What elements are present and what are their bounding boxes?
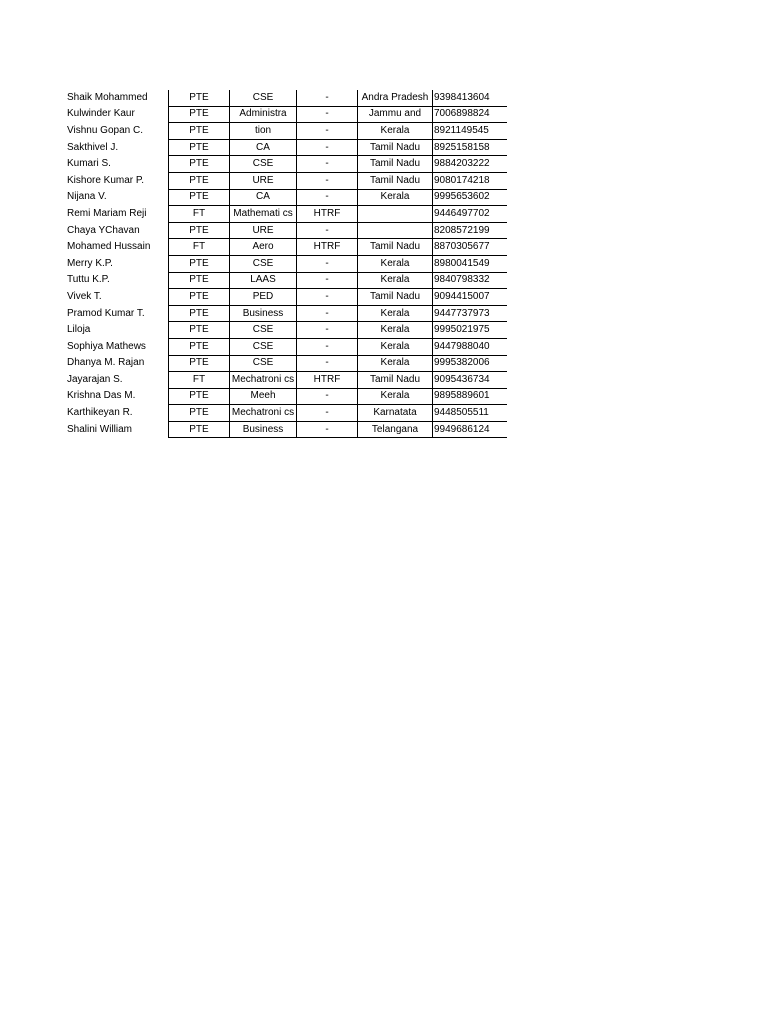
phone-cell: 9447737973	[433, 305, 508, 322]
organisation-cell: -	[297, 405, 358, 422]
type-cell: PTE	[169, 189, 230, 206]
type-cell: PTE	[169, 322, 230, 339]
table-row	[66, 172, 507, 189]
phone-cell: 9080174218	[433, 172, 508, 189]
organisation-cell: -	[297, 355, 358, 372]
state-cell: Kerala	[358, 305, 433, 322]
state-cell: Karnatata	[358, 405, 433, 422]
organisation-cell: -	[297, 139, 358, 156]
name-cell: Chaya YChavan	[67, 224, 140, 236]
department-cell: CA	[230, 189, 297, 206]
name-cell: Krishna Das M.	[67, 390, 136, 402]
department-cell: tion	[230, 123, 297, 140]
table-row	[66, 189, 507, 206]
department-cell: Mathemati cs	[230, 206, 297, 223]
name-cell: Mohamed Hussain	[67, 241, 151, 253]
type-cell: PTE	[169, 305, 230, 322]
organisation-cell: -	[297, 255, 358, 272]
name-cell: Tuttu K.P.	[67, 274, 110, 286]
staff-table	[66, 90, 507, 438]
table-row	[66, 123, 507, 140]
name-cell: Liloja	[67, 324, 91, 336]
name-cell: Kumari S.	[67, 158, 111, 170]
phone-cell: 8208572199	[433, 222, 508, 239]
organisation-cell: -	[297, 322, 358, 339]
name-cell: Vivek T.	[67, 290, 102, 302]
department-cell: PED	[230, 289, 297, 306]
name-cell: Pramod Kumar T.	[67, 307, 145, 319]
organisation-cell: -	[297, 272, 358, 289]
department-cell: CSE	[230, 355, 297, 372]
table-row	[66, 222, 507, 239]
department-cell: CSE	[230, 322, 297, 339]
type-cell: FT	[169, 206, 230, 223]
state-cell: Kerala	[358, 338, 433, 355]
phone-cell: 9995382006	[433, 355, 508, 372]
name-cell: Karthikeyan R.	[67, 407, 133, 419]
state-cell: Kerala	[358, 123, 433, 140]
name-cell: Jayarajan S.	[67, 373, 123, 385]
table-row	[66, 322, 507, 339]
state-cell: Kerala	[358, 355, 433, 372]
department-cell: Business	[230, 421, 297, 438]
phone-cell: 9095436734	[433, 372, 508, 389]
phone-cell: 9398413604	[433, 90, 508, 106]
table-row	[66, 405, 507, 422]
phone-cell: 9884203222	[433, 156, 508, 173]
table-row	[66, 305, 507, 322]
organisation-cell: -	[297, 90, 358, 106]
type-cell: PTE	[169, 139, 230, 156]
organisation-cell: -	[297, 289, 358, 306]
organisation-cell: -	[297, 106, 358, 123]
type-cell: FT	[169, 372, 230, 389]
type-cell: PTE	[169, 156, 230, 173]
name-cell: Shalini William	[67, 423, 133, 435]
state-cell: Tamil Nadu	[358, 239, 433, 256]
state-cell: Telangana	[358, 421, 433, 438]
phone-cell: 9446497702	[433, 206, 508, 223]
name-cell: Nijana V.	[67, 191, 107, 203]
state-cell: Tamil Nadu	[358, 156, 433, 173]
type-cell: PTE	[169, 123, 230, 140]
state-cell	[358, 206, 433, 223]
table-row	[66, 272, 507, 289]
table-row	[66, 139, 507, 156]
department-cell: Meeh	[230, 388, 297, 405]
type-cell: PTE	[169, 388, 230, 405]
staff-table-body	[66, 90, 507, 438]
name-cell: Remi Mariam Reji	[67, 207, 147, 219]
table-row	[66, 388, 507, 405]
name-cell: Kishore Kumar P.	[67, 174, 145, 186]
state-cell: Kerala	[358, 272, 433, 289]
organisation-cell: HTRF	[297, 372, 358, 389]
type-cell: PTE	[169, 172, 230, 189]
state-cell: Tamil Nadu	[358, 372, 433, 389]
state-cell: Kerala	[358, 388, 433, 405]
organisation-cell: -	[297, 222, 358, 239]
organisation-cell: -	[297, 123, 358, 140]
table-row	[66, 90, 507, 106]
table-row	[66, 421, 507, 438]
name-cell: Merry K.P.	[67, 257, 113, 269]
type-cell: PTE	[169, 289, 230, 306]
state-cell: Jammu and	[358, 106, 433, 123]
state-cell: Kerala	[358, 189, 433, 206]
state-cell: Kerala	[358, 255, 433, 272]
department-cell: CA	[230, 139, 297, 156]
name-cell: Vishnu Gopan C.	[67, 124, 143, 136]
type-cell: PTE	[169, 272, 230, 289]
phone-cell: 9895889601	[433, 388, 508, 405]
organisation-cell: HTRF	[297, 239, 358, 256]
type-cell: PTE	[169, 255, 230, 272]
department-cell: CSE	[230, 338, 297, 355]
type-cell: PTE	[169, 355, 230, 372]
state-cell: Tamil Nadu	[358, 172, 433, 189]
phone-cell: 9995021975	[433, 322, 508, 339]
name-cell: Sakthivel J.	[67, 141, 119, 153]
state-cell: Kerala	[358, 322, 433, 339]
table-row	[66, 338, 507, 355]
department-cell: CSE	[230, 156, 297, 173]
department-cell: Administra	[230, 106, 297, 123]
department-cell: CSE	[230, 255, 297, 272]
table-row	[66, 156, 507, 173]
department-cell: Mechatroni cs	[230, 372, 297, 389]
type-cell: PTE	[169, 338, 230, 355]
phone-cell: 9949686124	[433, 421, 508, 438]
phone-cell: 8921149545	[433, 123, 508, 140]
phone-cell: 9447988040	[433, 338, 508, 355]
table-row	[66, 239, 507, 256]
table-row	[66, 255, 507, 272]
department-cell: CSE	[230, 90, 297, 106]
state-cell: Tamil Nadu	[358, 139, 433, 156]
phone-cell: 9448505511	[433, 405, 508, 422]
name-cell: Shaik Mohammed	[67, 92, 148, 104]
organisation-cell: -	[297, 338, 358, 355]
department-cell: Mechatroni cs	[230, 405, 297, 422]
phone-cell: 8925158158	[433, 139, 508, 156]
table-row	[66, 355, 507, 372]
phone-cell: 9094415007	[433, 289, 508, 306]
state-cell: Andra Pradesh	[358, 90, 433, 106]
type-cell: PTE	[169, 222, 230, 239]
department-cell: URE	[230, 172, 297, 189]
type-cell: FT	[169, 239, 230, 256]
organisation-cell: -	[297, 305, 358, 322]
table-row	[66, 372, 507, 389]
name-cell: Dhanya M. Rajan	[67, 357, 145, 369]
type-cell: PTE	[169, 405, 230, 422]
organisation-cell: -	[297, 421, 358, 438]
phone-cell: 9995653602	[433, 189, 508, 206]
state-cell	[358, 222, 433, 239]
department-cell: LAAS	[230, 272, 297, 289]
organisation-cell: -	[297, 172, 358, 189]
name-cell: Kulwinder Kaur	[67, 108, 135, 120]
name-cell: Sophiya Mathews	[67, 340, 146, 352]
type-cell: PTE	[169, 421, 230, 438]
table-row	[66, 106, 507, 123]
phone-cell: 9840798332	[433, 272, 508, 289]
type-cell: PTE	[169, 90, 230, 106]
department-cell: URE	[230, 222, 297, 239]
type-cell: PTE	[169, 106, 230, 123]
phone-cell: 8980041549	[433, 255, 508, 272]
table-row	[66, 206, 507, 223]
phone-cell: 8870305677	[433, 239, 508, 256]
phone-cell: 7006898824	[433, 106, 508, 123]
department-cell: Aero	[230, 239, 297, 256]
organisation-cell: HTRF	[297, 206, 358, 223]
organisation-cell: -	[297, 388, 358, 405]
organisation-cell: -	[297, 189, 358, 206]
state-cell: Tamil Nadu	[358, 289, 433, 306]
organisation-cell: -	[297, 156, 358, 173]
department-cell: Business	[230, 305, 297, 322]
table-row	[66, 289, 507, 306]
